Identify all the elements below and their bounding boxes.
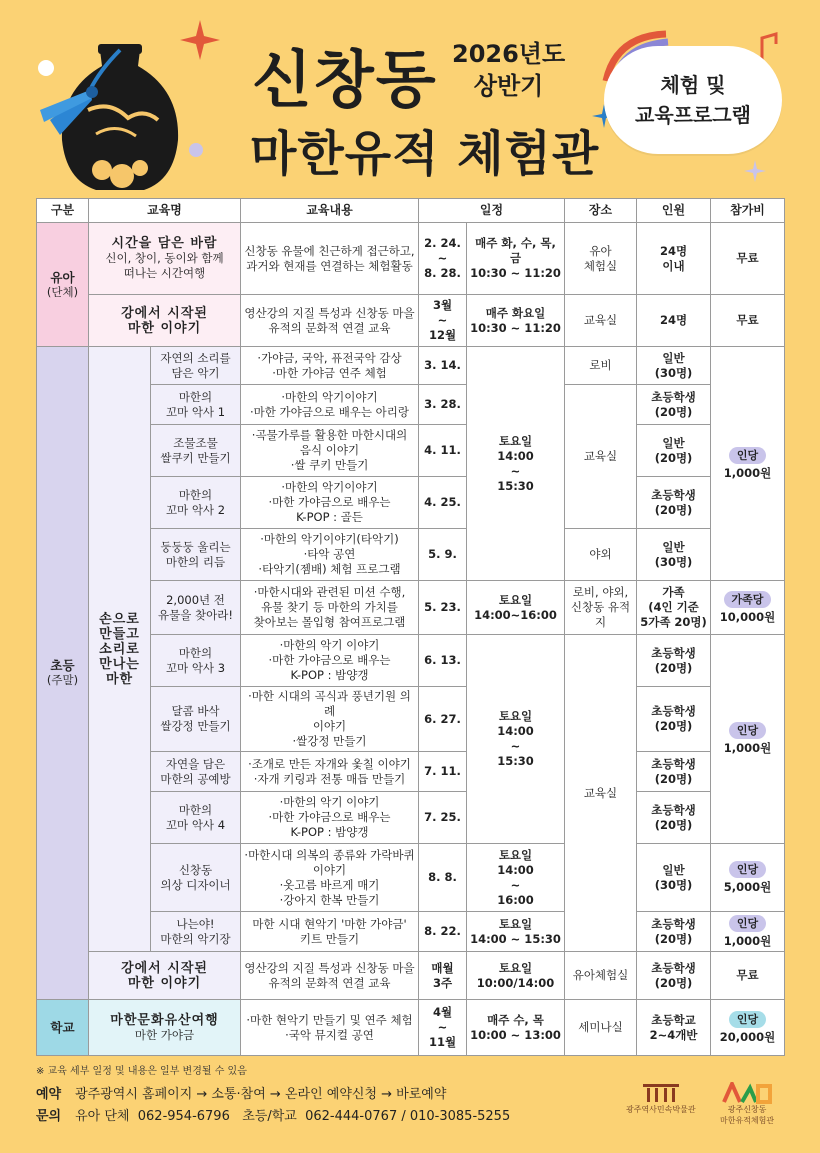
page-subtitle: 마한유적 체험관	[250, 126, 600, 182]
sparkle-icon	[180, 20, 220, 60]
dot-icon-lavender	[188, 142, 204, 158]
program-name: 마한의 꼬마 악사 1	[151, 385, 241, 425]
center-logo-text-2: 마한유적체험관	[720, 1116, 775, 1125]
star-icon-lavender	[744, 160, 766, 182]
program-people: 24명	[637, 295, 711, 347]
program-content: 영산강의 지질 특성과 신창동 마을 유적의 문화적 연결 교육	[241, 952, 419, 1000]
title-year-line1: 2026년도	[452, 40, 566, 68]
col-header-content: 교육내용	[241, 199, 419, 223]
program-name: 2,000년 전 유물을 찾아라!	[151, 581, 241, 635]
col-header-schedule: 일정	[419, 199, 565, 223]
program-place: 교육실	[565, 295, 637, 347]
program-fee: 인당 20,000원	[711, 1000, 785, 1056]
program-fee: 무료	[711, 223, 785, 295]
museum-logo-icon	[641, 1082, 681, 1104]
footnote: ※ 교육 세부 일정 및 내용은 일부 변경될 수 있음	[36, 1066, 247, 1077]
program-place: 로비, 야외, 신창동 유적지	[565, 581, 637, 635]
program-people: 일반 (30명)	[637, 347, 711, 385]
program-name: 달콤 바삭 쌀강정 만들기	[151, 687, 241, 752]
program-name: 마한의 꼬마 악사 4	[151, 792, 241, 844]
col-header-category: 구분	[37, 199, 89, 223]
program-people: 초등학생 (20명)	[637, 687, 711, 752]
program-date: 7. 25.	[419, 792, 467, 844]
program-schedule: 매주 화요일 10:30 ~ 11:20	[467, 295, 565, 347]
program-date: 매월 3주	[419, 952, 467, 1000]
header	[0, 0, 820, 195]
center-logo-icon	[722, 1082, 772, 1104]
program-content: ·곡물가루를 활용한 마한시대의 음식 이야기 ·쌀 쿠키 만들기	[241, 425, 419, 477]
reservation-info	[36, 1083, 446, 1102]
title-year	[452, 38, 565, 102]
program-content: ·마한 현악기 만들기 및 연주 체험 ·국악 뮤지컬 공연	[241, 1000, 419, 1056]
program-schedule: 토요일 10:00/14:00	[467, 952, 565, 1000]
col-header-name: 교육명	[89, 199, 241, 223]
program-date: 8. 22.	[419, 912, 467, 952]
program-schedule: 매주 화, 수, 목, 금 10:30 ~ 11:20	[467, 223, 565, 295]
program-people: 초등학생 (20명)	[637, 752, 711, 792]
program-people: 일반 (30명)	[637, 529, 711, 581]
program-content: 영산강의 지질 특성과 신창동 마을 유적의 문화적 연결 교육	[241, 295, 419, 347]
program-place: 유아체험실	[565, 952, 637, 1000]
program-people: 일반 (30명)	[637, 844, 711, 912]
program-fee: 무료	[711, 952, 785, 1000]
program-name: 시간을 담은 바람 신이, 창이, 동이와 함께 떠나는 시간여행	[89, 223, 241, 295]
program-date: 4월 ~ 11월	[419, 1000, 467, 1056]
program-people: 초등학생 (20명)	[637, 477, 711, 529]
schedule-table	[36, 198, 785, 1056]
program-date: 6. 27.	[419, 687, 467, 752]
program-date: 5. 9.	[419, 529, 467, 581]
center-logo	[720, 1082, 774, 1126]
reservation-label: 예약	[36, 1087, 62, 1102]
program-date: 4. 25.	[419, 477, 467, 529]
program-content: ·마한 시대의 곡식과 풍년기원 의례 이야기 ·쌀강정 만들기	[241, 687, 419, 752]
reservation-path: 광주광역시 홈페이지 → 소통·참여 → 온라인 예약신청 → 바로예약	[75, 1087, 447, 1102]
program-name: 신창동 의상 디자이너	[151, 844, 241, 912]
program-name: 마한문화유산여행 마한 가야금	[89, 1000, 241, 1056]
program-place: 야외	[565, 529, 637, 581]
contact-label: 문의	[36, 1109, 62, 1124]
program-content: ·조개로 만든 자개와 옻칠 이야기 ·자개 키링과 전통 매듭 만들기	[241, 752, 419, 792]
program-name: 둥둥둥 울리는 마한의 리듬	[151, 529, 241, 581]
program-people: 초등학생 (20명)	[637, 385, 711, 425]
program-content: ·마한시대 의복의 종류와 가락바퀴 이야기 ·옷고름 바르게 매기 ·강아지 한복 만들기	[241, 844, 419, 912]
program-name: 나는야! 마한의 악기장	[151, 912, 241, 952]
table-row	[37, 952, 785, 1000]
program-fee: 인당 5,000원	[711, 844, 785, 912]
program-place: 세미나실	[565, 1000, 637, 1056]
program-date: 6. 13.	[419, 635, 467, 687]
category-school: 학교	[37, 1000, 89, 1056]
program-badge	[604, 46, 782, 154]
program-fee: 인당 1,000원	[711, 635, 785, 844]
badge-line2: 교육프로그램	[635, 103, 751, 127]
dot-icon	[36, 58, 56, 78]
program-content: ·마한의 악기 이야기 ·마한 가야금으로 배우는 K-POP : 밤양갱	[241, 792, 419, 844]
program-content: ·마한의 악기이야기 ·마한 가야금으로 배우는 K-POP : 골든	[241, 477, 419, 529]
program-fee: 가족당 10,000원	[711, 581, 785, 635]
program-content: 신창동 유물에 친근하게 접근하고, 과거와 현재를 연결하는 체험활동	[241, 223, 419, 295]
program-schedule: 토요일 14:00 ~ 15:30	[467, 635, 565, 844]
program-date: 4. 11.	[419, 425, 467, 477]
col-header-fee: 참가비	[711, 199, 785, 223]
program-place: 로비	[565, 347, 637, 385]
program-fee: 인당 1,000원	[711, 912, 785, 952]
program-content: 마한 시대 현악기 '마한 가야금' 키트 만들기	[241, 912, 419, 952]
program-date: 2. 24. ~ 8. 28.	[419, 223, 467, 295]
contact-info	[36, 1105, 510, 1124]
museum-logo-text: 광주역사민속박물관	[626, 1105, 696, 1114]
center-logo-text-1: 광주신창동	[727, 1105, 767, 1114]
program-date: 5. 23.	[419, 581, 467, 635]
program-content: ·마한의 악기이야기 ·마한 가야금으로 배우는 아리랑	[241, 385, 419, 425]
program-fee: 무료	[711, 295, 785, 347]
program-schedule: 토요일 14:00~16:00	[467, 581, 565, 635]
table-row	[37, 223, 785, 295]
program-people: 초등학생 (20명)	[637, 912, 711, 952]
museum-logo	[626, 1082, 696, 1115]
program-date: 7. 11.	[419, 752, 467, 792]
program-fee: 인당 1,000원	[711, 347, 785, 581]
program-content: ·마한시대와 관련된 미션 수행, 유물 찾기 등 마한의 가치를 찾아보는 몰입형 참여프로그램	[241, 581, 419, 635]
program-name: 조물조물 쌀쿠키 만들기	[151, 425, 241, 477]
program-people: 초등학생 (20명)	[637, 792, 711, 844]
program-people: 일반 (20명)	[637, 425, 711, 477]
table-row	[37, 347, 785, 385]
program-people: 초등학생 (20명)	[637, 635, 711, 687]
tassel-illustration	[30, 40, 140, 150]
program-name: 자연을 담은 마한의 공예방	[151, 752, 241, 792]
program-date: 3. 28.	[419, 385, 467, 425]
table-row	[37, 295, 785, 347]
program-content: ·마한의 악기 이야기 ·마한 가야금으로 배우는 K-POP : 밤양갱	[241, 635, 419, 687]
program-schedule: 토요일 14:00 ~ 16:00	[467, 844, 565, 912]
badge-line1: 체험 및	[660, 73, 726, 97]
program-content: ·마한의 악기이야기(타악기) ·타악 공연 ·타악기(젬배) 체험 프로그램	[241, 529, 419, 581]
program-name: 마한의 꼬마 악사 2	[151, 477, 241, 529]
page-title: 신창동	[252, 43, 438, 116]
program-schedule: 매주 수, 목 10:00 ~ 13:00	[467, 1000, 565, 1056]
program-content: ·가야금, 국악, 퓨전국악 감상 ·마한 가야금 연주 체험	[241, 347, 419, 385]
program-place: 교육실	[565, 385, 637, 529]
group-label: 손으로 만들고 소리로 만나는 마한	[89, 347, 151, 952]
program-people: 24명 이내	[637, 223, 711, 295]
col-header-place: 장소	[565, 199, 637, 223]
program-schedule: 토요일 14:00 ~ 15:30	[467, 347, 565, 581]
table-row	[37, 1000, 785, 1056]
program-date: 8. 8.	[419, 844, 467, 912]
table-header-row	[37, 199, 785, 223]
program-date: 3. 14.	[419, 347, 467, 385]
program-schedule: 토요일 14:00 ~ 15:30	[467, 912, 565, 952]
col-header-people: 인원	[637, 199, 711, 223]
contact-numbers: 유아 단체 062-954-6796 초등/학교 062-444-0767 / 010-3085-5255	[75, 1109, 511, 1124]
title-year-line2: 상반기	[473, 72, 544, 100]
category-yua: 유아 (단체)	[37, 223, 89, 347]
program-people: 초등학생 (20명)	[637, 952, 711, 1000]
program-name: 마한의 꼬마 악사 3	[151, 635, 241, 687]
program-name: 강에서 시작된 마한 이야기	[89, 295, 241, 347]
program-name: 자연의 소리를 담은 악기	[151, 347, 241, 385]
program-name: 강에서 시작된 마한 이야기	[89, 952, 241, 1000]
category-chodeung: 초등 (주말)	[37, 347, 89, 1000]
program-people: 가족 (4인 기준 5가족 20명)	[637, 581, 711, 635]
program-place: 유아 체험실	[565, 223, 637, 295]
program-date: 3월 ~ 12월	[419, 295, 467, 347]
program-people: 초등학교 2~4개반	[637, 1000, 711, 1056]
program-place: 교육실	[565, 635, 637, 952]
